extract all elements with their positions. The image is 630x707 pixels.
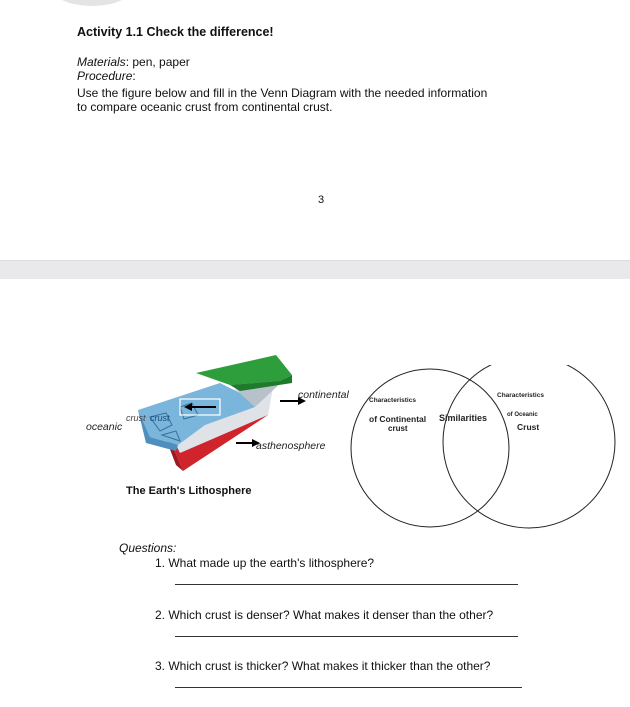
venn-center: Similarities xyxy=(439,413,488,423)
venn-left-line3: crust xyxy=(388,424,408,433)
materials-line xyxy=(77,55,190,69)
lithosphere-figure xyxy=(80,355,370,505)
venn-right-line1: Characteristics xyxy=(497,392,544,399)
venn-right-line2: of Oceanic xyxy=(507,412,538,418)
instructions-line-2: to compare oceanic crust from continental crust. xyxy=(77,100,333,114)
label-crust-left: crust xyxy=(126,413,146,423)
answer-line-1[interactable] xyxy=(175,584,518,585)
procedure-line xyxy=(77,69,136,83)
label-crust-right: crust xyxy=(150,413,170,423)
procedure-colon: : xyxy=(132,69,136,83)
materials-label: Materials xyxy=(77,55,126,69)
materials-value: : pen, paper xyxy=(125,55,190,69)
question-3: 3. Which crust is thicker? What makes it thicker than the other? xyxy=(155,659,491,673)
venn-left-circle xyxy=(351,369,509,527)
activity-title: Activity 1.1 Check the difference! xyxy=(77,25,274,39)
questions-heading: Questions: xyxy=(119,541,177,555)
instructions-line-1: Use the figure below and fill in the Venn Diagram with the needed information xyxy=(77,86,488,100)
question-2: 2. Which crust is denser? What makes it denser than the other? xyxy=(155,608,494,622)
figure-caption: The Earth's Lithosphere xyxy=(126,485,252,497)
label-asthenosphere: asthenosphere xyxy=(256,440,326,452)
page-break xyxy=(0,260,630,279)
venn-right-line3: Crust xyxy=(517,422,540,432)
venn-right-circle xyxy=(443,365,615,528)
answer-line-3[interactable] xyxy=(175,687,522,688)
answer-line-2[interactable] xyxy=(175,636,518,637)
label-continental: continental xyxy=(298,389,349,401)
continental-crust xyxy=(196,355,292,385)
venn-left-line1: Characteristics xyxy=(369,397,416,404)
venn-diagram xyxy=(345,365,625,545)
label-oceanic: oceanic xyxy=(86,421,123,433)
page-edge-shadow xyxy=(52,0,132,6)
venn-left-line2: of Continental xyxy=(369,414,427,424)
procedure-label: Procedure xyxy=(77,69,133,83)
question-1: 1. What made up the earth's lithosphere? xyxy=(155,556,375,570)
page-number: 3 xyxy=(318,194,325,206)
